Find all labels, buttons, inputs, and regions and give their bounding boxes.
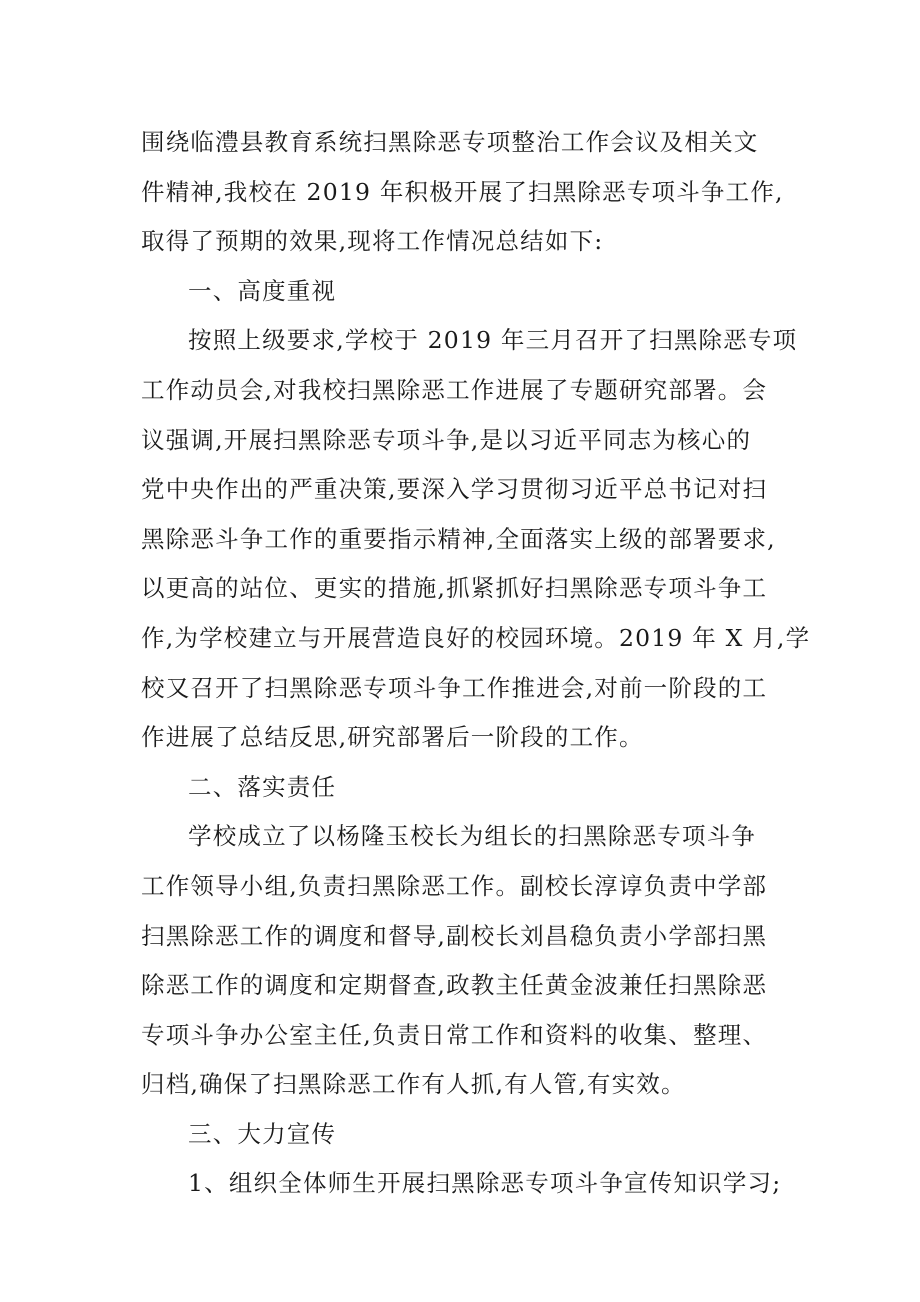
section-heading-3: 三、大力宣传 <box>188 1119 337 1148</box>
text-line-5: 按照上级要求,学校于 2019 年三月召开了扫黑除恶专项 <box>188 326 798 355</box>
document-body <box>141 118 811 1209</box>
text-line-16: 工作领导小组,负责扫黑除恶工作。副校长淳谆负责中学部 <box>141 871 768 900</box>
text-line-13: 作进展了总结反思,研究部署后一阶段的工作。 <box>141 723 644 752</box>
text-line-22: 1、组织全体师生开展扫黑除恶专项斗争宣传知识学习; <box>188 1169 782 1198</box>
text-line-12: 校又召开了扫黑除恶专项斗争工作推进会,对前一阶段的工 <box>141 673 768 702</box>
text-line-15: 学校成立了以杨隆玉校长为组长的扫黑除恶专项斗争 <box>188 822 757 851</box>
text-line-20: 归档,确保了扫黑除恶工作有人抓,有人管,有实效。 <box>141 1070 686 1099</box>
section-heading-2: 二、落实责任 <box>188 772 337 801</box>
text-line-7: 议强调,开展扫黑除恶专项斗争,是以习近平同志为核心的 <box>141 425 752 454</box>
text-line-17: 扫黑除恶工作的调度和督导,副校长刘昌稳负责小学部扫黑 <box>141 921 768 950</box>
text-line-11: 作,为学校建立与开展营造良好的校园环境。2019 年 X 月,学 <box>141 623 811 652</box>
text-line-9: 黑除恶斗争工作的重要指示精神,全面落实上级的部署要求, <box>141 524 776 553</box>
section-heading-1: 一、高度重视 <box>188 276 337 305</box>
text-line-10: 以更高的站位、更实的措施,抓紧抓好扫黑除恶专项斗争工 <box>141 574 768 603</box>
text-line-8: 党中央作出的严重决策,要深入学习贯彻习近平总书记对扫 <box>141 475 768 504</box>
text-line-3: 取得了预期的效果,现将工作情况总结如下: <box>141 227 604 256</box>
text-line-2: 件精神,我校在 2019 年积极开展了扫黑除恶专项斗争工作, <box>141 177 784 206</box>
text-line-19: 专项斗争办公室主任,负责日常工作和资料的收集、整理、 <box>141 1020 768 1049</box>
text-line-6: 工作动员会,对我校扫黑除恶工作进展了专题研究部署。会 <box>141 375 768 404</box>
text-line-1: 围绕临澧县教育系统扫黑除恶专项整治工作会议及相关文 <box>141 128 759 156</box>
text-line-18: 除恶工作的调度和定期督查,政教主任黄金波兼任扫黑除恶 <box>141 971 768 1000</box>
